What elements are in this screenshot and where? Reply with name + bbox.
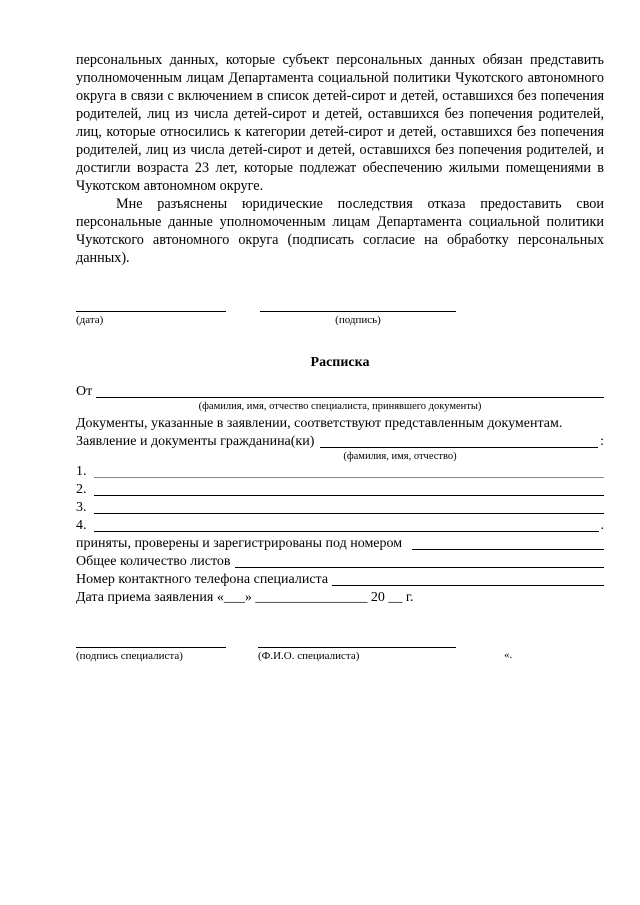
specialist-name-field[interactable] xyxy=(258,633,456,662)
citizen-colon: : xyxy=(600,434,604,449)
citizen-hint: (фамилия, имя, отчество) xyxy=(343,451,457,462)
signature-field[interactable] xyxy=(260,297,456,326)
phone-row xyxy=(76,571,604,589)
item-number: 1. xyxy=(76,464,87,479)
registered-row xyxy=(76,535,604,553)
specialist-name-caption: (Ф.И.О. специалиста) xyxy=(258,650,360,662)
documents-match-text: Документы, указанные в заявлении, соответствуют представленным документам. xyxy=(76,416,563,431)
phone-label: Номер контактного телефона специалиста xyxy=(76,572,329,587)
specialist-signature-caption: (подпись специалиста) xyxy=(76,650,183,662)
date-received-row: Дата приема заявления «___» ________________ 20 __ г. xyxy=(76,590,414,605)
item-input-line[interactable] xyxy=(94,501,604,514)
phone-number-line[interactable] xyxy=(332,573,604,586)
registration-number-line[interactable] xyxy=(412,537,604,550)
sheets-count-line[interactable] xyxy=(235,555,604,568)
signature-caption: (подпись) xyxy=(335,314,381,326)
consent-paragraph-continued: персональных данных, которые субъект персональных данных обязан представить уполномоченным лицам Департамента социальной политики Чукотского автономного округа в связи с включением в список детей-сирот и детей, оставшихся без попечения родителей, лиц из числа детей-сирот и детей, оставшихся без попечения родителей, лиц, которые относились к категории детей-сирот и детей, оставшихся без попечения родителей, лиц из числа детей-сирот и детей, оставшихся без попечения родителей, и достигли возраста 23 лет, которые подлежат обеспечению жилыми помещениями в Чукотском автономном округе. xyxy=(76,52,604,194)
item-input-line[interactable] xyxy=(94,465,604,478)
citizen-label: Заявление и документы гражданина(ки) xyxy=(76,434,315,449)
from-hint: (фамилия, имя, отчество специалиста, принявшего документы) xyxy=(198,401,482,412)
document-item-row xyxy=(76,517,604,535)
document-item-row xyxy=(76,463,604,481)
date-field[interactable] xyxy=(76,297,226,326)
citizen-input-line[interactable] xyxy=(320,435,598,448)
receipt-title: Расписка xyxy=(310,355,370,370)
item-input-line[interactable] xyxy=(94,483,604,496)
document-item-row xyxy=(76,481,604,499)
from-row xyxy=(76,383,604,401)
item-number: 3. xyxy=(76,500,87,515)
sheets-row xyxy=(76,553,604,571)
consequences-paragraph: Мне разъяснены юридические последствия отказа предоставить свои персональные данные уполномоченным лицам Департамента социальной политики Чукотского автономного округа (подписать согласие на обработку персональных данных). xyxy=(76,196,604,266)
item-number: 4. xyxy=(76,518,87,533)
citizen-row xyxy=(76,433,604,451)
registered-label: приняты, проверены и зарегистрированы под номером xyxy=(76,536,403,551)
from-input-line[interactable] xyxy=(96,385,604,398)
specialist-signature-field[interactable] xyxy=(76,633,226,662)
consent-signature-row xyxy=(76,297,604,327)
specialist-signature-row xyxy=(76,633,604,662)
date-caption: (дата) xyxy=(76,314,104,326)
item-input-line[interactable] xyxy=(94,519,599,532)
closing-mark: «. xyxy=(504,649,513,661)
item-period: . xyxy=(600,518,604,533)
from-label: От xyxy=(76,384,93,399)
item-number: 2. xyxy=(76,482,87,497)
sheets-label: Общее количество листов xyxy=(76,554,231,569)
document-page xyxy=(76,51,604,662)
document-item-row xyxy=(76,499,604,517)
